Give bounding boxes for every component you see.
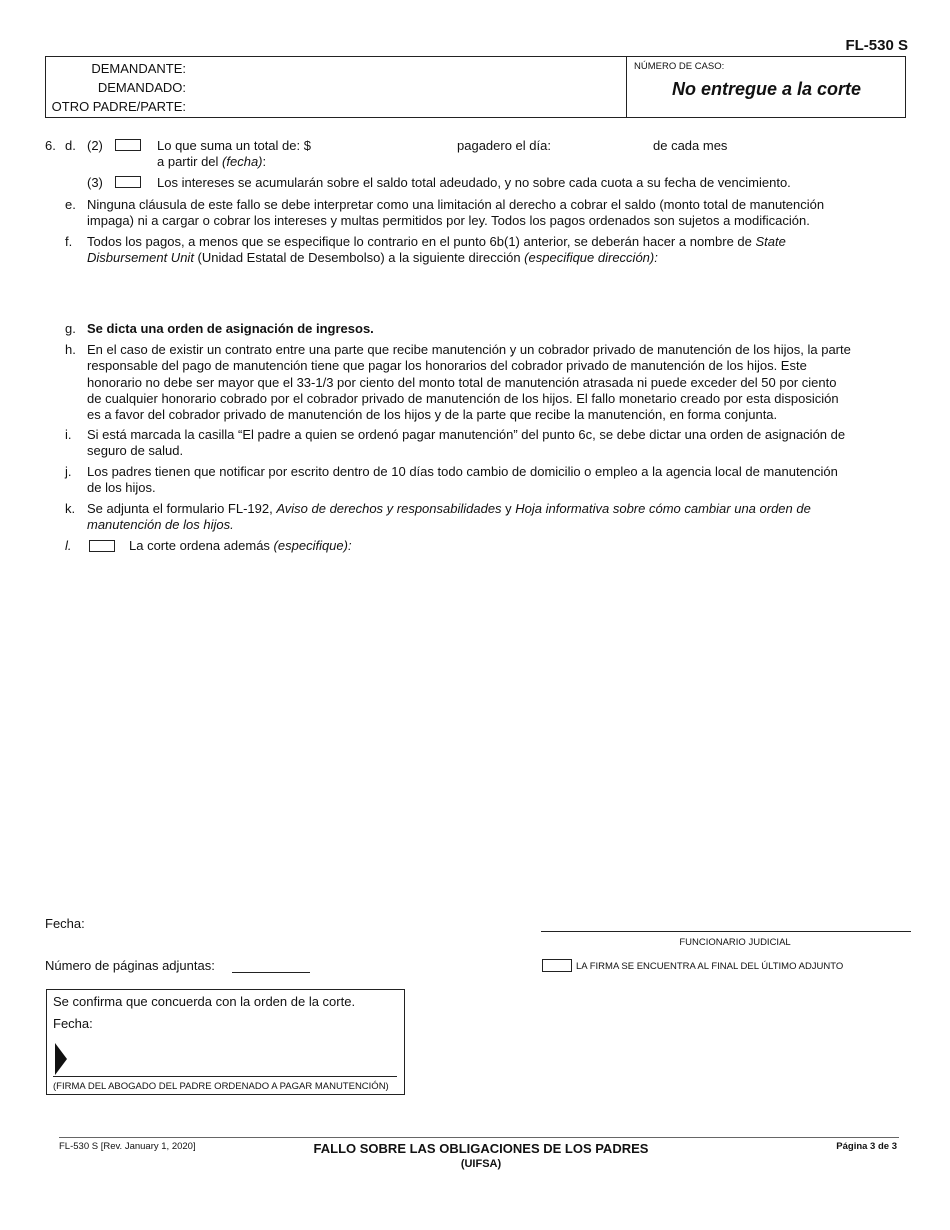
attorney-confirmation-box [46, 989, 405, 1095]
item-h-letter: h. [65, 342, 76, 357]
item-g-letter: g. [65, 321, 76, 336]
signature-arrow-icon [55, 1043, 69, 1075]
item-j-text: Los padres tienen que notificar por escrito dentro de 10 días todo cambio de domicilio o empleo a la agencia local de manutención de los hijos. [87, 464, 838, 496]
attorney-signature-line[interactable] [53, 1076, 397, 1077]
footer-title: FALLO SOBRE LAS OBLIGACIONES DE LOS PADRES [313, 1141, 649, 1156]
caption-box [45, 56, 906, 118]
date-label: Fecha: [45, 916, 85, 931]
item-d-letter: d. [65, 138, 76, 153]
item-f-letter: f. [65, 234, 73, 249]
petitioner-label: DEMANDANTE: [91, 61, 186, 76]
pages-attached-field[interactable] [232, 972, 310, 973]
total-amount-label: Lo que suma un total de: $ [157, 138, 311, 153]
pages-attached-label: Número de páginas adjuntas: [45, 958, 215, 973]
each-month-label: de cada mes [653, 138, 728, 153]
item-e-text: Ninguna cláusula de este fallo se debe interpretar como una limitación al derecho a cobrar el saldo (monto total de manutención impaga) ni a cargar o cobrar los intereses y multas permitidos por ley. Todos los pagos ordenados son sujetos a modificación. [87, 197, 825, 229]
item-k-letter: k. [65, 501, 76, 516]
item-j-letter: j. [65, 464, 72, 479]
confirm-date-label: Fecha: [53, 1016, 93, 1031]
item-d3-text: Los intereses se acumularán sobre el saldo total adeudado, y no sobre cada cuota a su fecha de vencimiento. [157, 175, 791, 190]
footer-revision: FL-530 S [Rev. January 1, 2020] [59, 1141, 196, 1152]
confirm-text: Se confirma que concuerda con la orden de la corte. [53, 994, 356, 1009]
item-l-text: La corte ordena además (especifique): [129, 538, 352, 553]
item-k-text: Se adjunta el formulario FL-192, Aviso de derechos y responsabilidades y Hoja informativa sobre cómo cambiar una orden de manutención de los hijos. [87, 501, 811, 533]
item-d2-number: (2) [87, 138, 103, 153]
attorney-signature-caption: (FIRMA DEL ABOGADO DEL PADRE ORDENADO A PAGAR MANUTENCIÓN) [53, 1081, 389, 1092]
item-f-text: Todos los pagos, a menos que se especifique lo contrario en el punto 6b(1) anterior, se deberán hacer a nombre de State Disbursement Unit (Unidad Estatal de Desembolso) a la siguiente dirección (especifique dirección): [87, 234, 786, 266]
footer-page-number: Página 3 de 3 [836, 1141, 897, 1152]
item-l-checkbox[interactable] [89, 540, 115, 552]
item-h-text: En el caso de existir un contrato entre una parte que recibe manutención y un cobrador privado de manutención de los hijos, la parte responsable del pago de manutención tiene que pagar los honorarios del cobrador privado de manutención de los hijos. Este honorario no debe ser mayor que el 33-1/3 por ciento del monto total de manutención atrasada ni puede exceder del 50 por ciento de cualquier honorario cobrado por el cobrador privado de manutención de los hijos. El fallo monetario creado por esta disposición es a favor del cobrador privado de manutención de los hijos y de la parte que recibe la manutención, en forma conjunta. [87, 342, 851, 423]
starting-date-label: a partir del (fecha): [157, 154, 267, 169]
judicial-signature-line [541, 931, 911, 932]
item-i-text: Si está marcada la casilla “El padre a quien se ordenó pagar manutención” del punto 6c, se debe dictar una orden de asignación de seguro de salud. [87, 427, 846, 459]
case-number-value: No entregue a la corte [671, 79, 862, 99]
item-i-letter: i. [65, 427, 72, 442]
item-number: 6. [45, 138, 56, 153]
footer-subtitle: (UIFSA) [460, 1158, 502, 1170]
item-e-letter: e. [65, 197, 76, 212]
party-names-section [46, 57, 627, 117]
signature-follows-checkbox[interactable] [542, 959, 572, 972]
item-g-text: Se dicta una orden de asignación de ingresos. [87, 321, 374, 336]
item-d3-checkbox[interactable] [115, 176, 141, 188]
item-d3-number: (3) [87, 175, 103, 190]
judicial-officer-label: FUNCIONARIO JUDICIAL [679, 937, 791, 948]
other-party-label: OTRO PADRE/PARTE: [51, 99, 186, 114]
form-number: FL-530 S [845, 37, 908, 54]
signature-follows-label: LA FIRMA SE ENCUENTRA AL FINAL DEL ÚLTIMO ADJUNTO [576, 961, 844, 972]
respondent-label: DEMANDADO: [97, 80, 186, 95]
footer-divider [59, 1137, 899, 1138]
payable-day-label: pagadero el día: [457, 138, 551, 153]
item-l-letter: l. [65, 538, 72, 553]
case-number-label: NÚMERO DE CASO: [634, 61, 725, 72]
item-d2-checkbox[interactable] [115, 139, 141, 151]
